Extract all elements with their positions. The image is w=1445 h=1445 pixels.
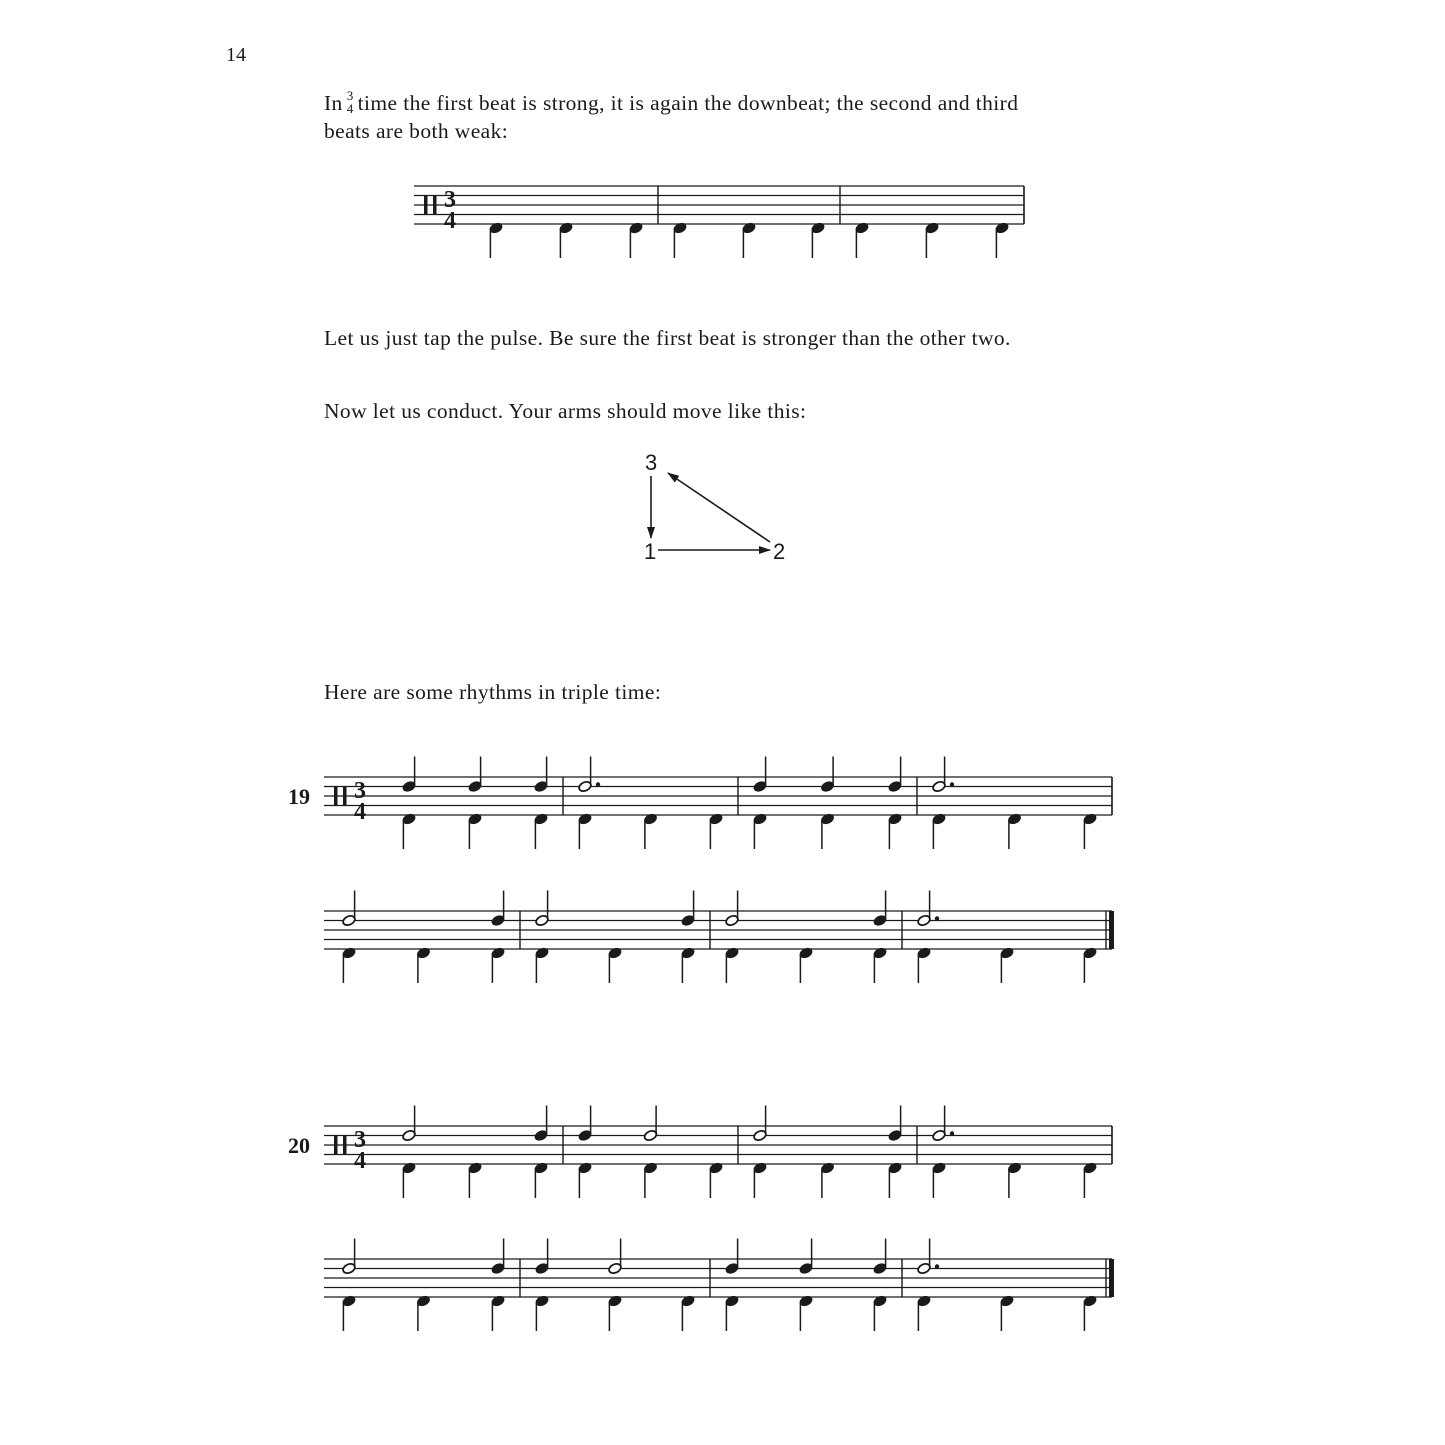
time-signature-top: 3 bbox=[354, 1127, 366, 1153]
ex19-system1-number: 19 bbox=[288, 784, 310, 809]
tap-paragraph: Let us just tap the pulse. Be sure the first beat is stronger than the other two. bbox=[324, 326, 1011, 350]
percussion-clef bbox=[343, 787, 347, 806]
percussion-clef bbox=[334, 787, 338, 806]
time-signature-top: 3 bbox=[354, 778, 366, 804]
time-signature-bottom: 4 bbox=[444, 208, 456, 234]
conduct-paragraph: Now let us conduct. Your arms should move like this: bbox=[324, 399, 807, 423]
ex19-system1-upper-note-dot bbox=[950, 782, 954, 786]
intro-prefix: In bbox=[324, 91, 343, 115]
final-barline-thick bbox=[1109, 911, 1114, 949]
beat-1-label: 1 bbox=[644, 539, 657, 564]
ex20-system2-upper-note-dot bbox=[935, 1264, 939, 1268]
final-barline-thick bbox=[1109, 1259, 1114, 1297]
percussion-clef bbox=[343, 1136, 347, 1155]
percussion-clef bbox=[433, 196, 437, 215]
time-signature-top: 3 bbox=[444, 187, 456, 213]
percussion-clef bbox=[424, 196, 428, 215]
intro-line2: beats are both weak: bbox=[324, 119, 509, 144]
intro-line1: time the first beat is strong, it is again the downbeat; the second and third bbox=[357, 91, 1019, 115]
time-signature-bottom: 4 bbox=[354, 799, 366, 825]
beat-3-label: 3 bbox=[645, 450, 658, 475]
page-number: 14 bbox=[226, 44, 246, 66]
ex20-system1-upper-note-dot bbox=[950, 1131, 954, 1135]
inline-time-bottom: 4 bbox=[346, 101, 354, 117]
ex19-system1-upper-note-dot bbox=[596, 782, 600, 786]
rhythms-paragraph: Here are some rhythms in triple time: bbox=[324, 680, 662, 704]
time-signature-bottom: 4 bbox=[354, 1148, 366, 1174]
beat-2-label: 2 bbox=[773, 539, 786, 564]
ex19-system2-upper-note-dot bbox=[935, 916, 939, 920]
percussion-clef bbox=[334, 1136, 338, 1155]
inline-time-top: 3 bbox=[346, 88, 354, 104]
ex20-system1-number: 20 bbox=[288, 1133, 310, 1158]
